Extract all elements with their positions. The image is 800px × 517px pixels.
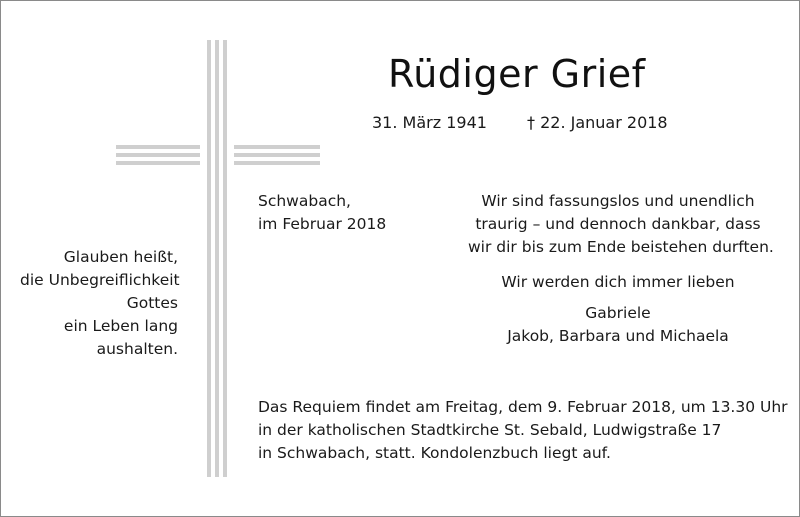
- message-line: traurig – und dennoch dankbar, dass: [475, 215, 761, 233]
- quote-line: aushalten.: [96, 340, 178, 358]
- place-date: [258, 190, 386, 236]
- quote-line: ein Leben lang: [63, 317, 178, 335]
- love-line: Wir werden dich immer lieben: [501, 273, 735, 291]
- mourner-line: Jakob, Barbara und Michaela: [507, 327, 729, 345]
- deceased-name: Rüdiger Grief: [388, 52, 646, 96]
- message: [468, 190, 774, 259]
- requiem-line: Das Requiem findet am Freitag, dem 9. Februar 2018, um 13.30 Uhr: [258, 398, 788, 416]
- requiem-info: [258, 396, 788, 465]
- place-line: Schwabach,: [258, 192, 351, 210]
- quote-line: Glauben heißt,: [63, 248, 178, 266]
- quote-line: die Unbegreiflichkeit: [20, 271, 180, 289]
- requiem-line: in Schwabach, statt. Kondolenzbuch liegt auf.: [258, 444, 611, 462]
- requiem-line: in der katholischen Stadtkirche St. Sebald, Ludwigstraße 17: [258, 421, 722, 439]
- death-date: † 22. Januar 2018: [527, 113, 668, 132]
- quote: [20, 246, 178, 361]
- birth-date: 31. März 1941: [372, 113, 487, 132]
- mourner-line: Gabriele: [585, 304, 651, 322]
- date-line: im Februar 2018: [258, 215, 387, 233]
- message-line: wir dir bis zum Ende beistehen durften.: [468, 238, 774, 256]
- quote-line: Gottes: [126, 294, 178, 312]
- mourners: [468, 302, 768, 348]
- message-line: Wir sind fassungslos und unendlich: [481, 192, 755, 210]
